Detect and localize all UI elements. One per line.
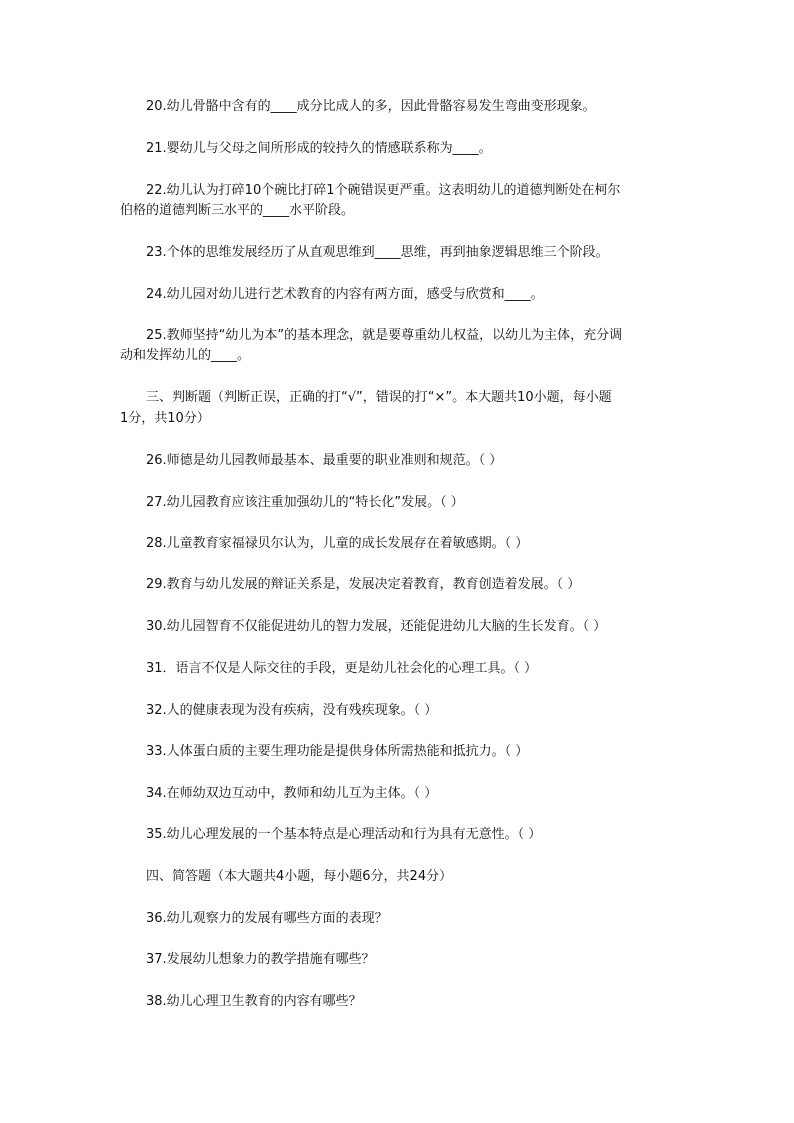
question-21: 21.婴幼儿与父母之间所形成的较持久的情感联系称为____。 — [146, 141, 492, 156]
question-38: 38.幼儿心理卫生教育的内容有哪些？ — [146, 994, 362, 1009]
section-4-heading: 四、简答题（本大题共4小题，每小题6分，共24分） — [146, 869, 453, 884]
question-22-line1: 22.幼儿认为打碎10个碗比打碎1个碗错误更严重。这表明幼儿的道德判断处在柯尔 — [146, 183, 621, 198]
question-29: 29.教育与幼儿发展的辩证关系是，发展决定着教育，教育创造着发展。（ ） — [146, 577, 581, 592]
question-26: 26.师德是幼儿园教师最基本、最重要的职业准则和规范。（ ） — [146, 453, 503, 468]
question-27: 27.幼儿园教育应该注重加强幼儿的“特长化”发展。（ ） — [146, 495, 464, 510]
question-25-line2: 动和发挥幼儿的____。 — [120, 348, 251, 363]
question-35: 35.幼儿心理发展的一个基本特点是心理活动和行为具有无意性。（ ） — [146, 827, 542, 842]
section-3-heading-line2: 1分，共10分） — [120, 411, 210, 426]
question-36: 36.幼儿观察力的发展有哪些方面的表现？ — [146, 911, 388, 926]
question-33: 33.人体蛋白质的主要生理功能是提供身体所需热能和抵抗力。（ ） — [146, 744, 529, 759]
question-28: 28.儿童教育家福禄贝尔认为，儿童的成长发展存在着敏感期。（ ） — [146, 536, 529, 551]
question-24: 24.幼儿园对幼儿进行艺术教育的内容有两方面，感受与欣赏和____。 — [146, 287, 544, 302]
question-30: 30.幼儿园智育不仅能促进幼儿的智力发展，还能促进幼儿大脑的生长发育。（ ） — [146, 619, 607, 634]
question-34: 34.在师幼双边互动中，教师和幼儿互为主体。（ ） — [146, 786, 438, 801]
section-3-heading-line1: 三、判断题（判断正误，正确的打“√”，错误的打“×”。本大题共10小题，每小题 — [146, 390, 612, 405]
question-37: 37.发展幼儿想象力的教学措施有哪些？ — [146, 952, 375, 967]
question-22-line2: 伯格的道德判断三水平的____水平阶段。 — [120, 203, 355, 218]
question-23: 23.个体的思维发展经历了从直观思维到____思维，再到抽象逻辑思维三个阶段。 — [146, 245, 609, 260]
question-32: 32.人的健康表现为没有疾病，没有残疾现象。（ ） — [146, 703, 438, 718]
question-31: 31．语言不仅是人际交往的手段，更是幼儿社会化的心理工具。（ ） — [146, 661, 538, 676]
question-25-line1: 25.教师坚持“幼儿为本”的基本理念，就是要尊重幼儿权益，以幼儿为主体，充分调 — [146, 328, 623, 343]
question-20: 20.幼儿骨骼中含有的____成分比成人的多，因此骨骼容易发生弯曲变形现象。 — [146, 99, 596, 114]
